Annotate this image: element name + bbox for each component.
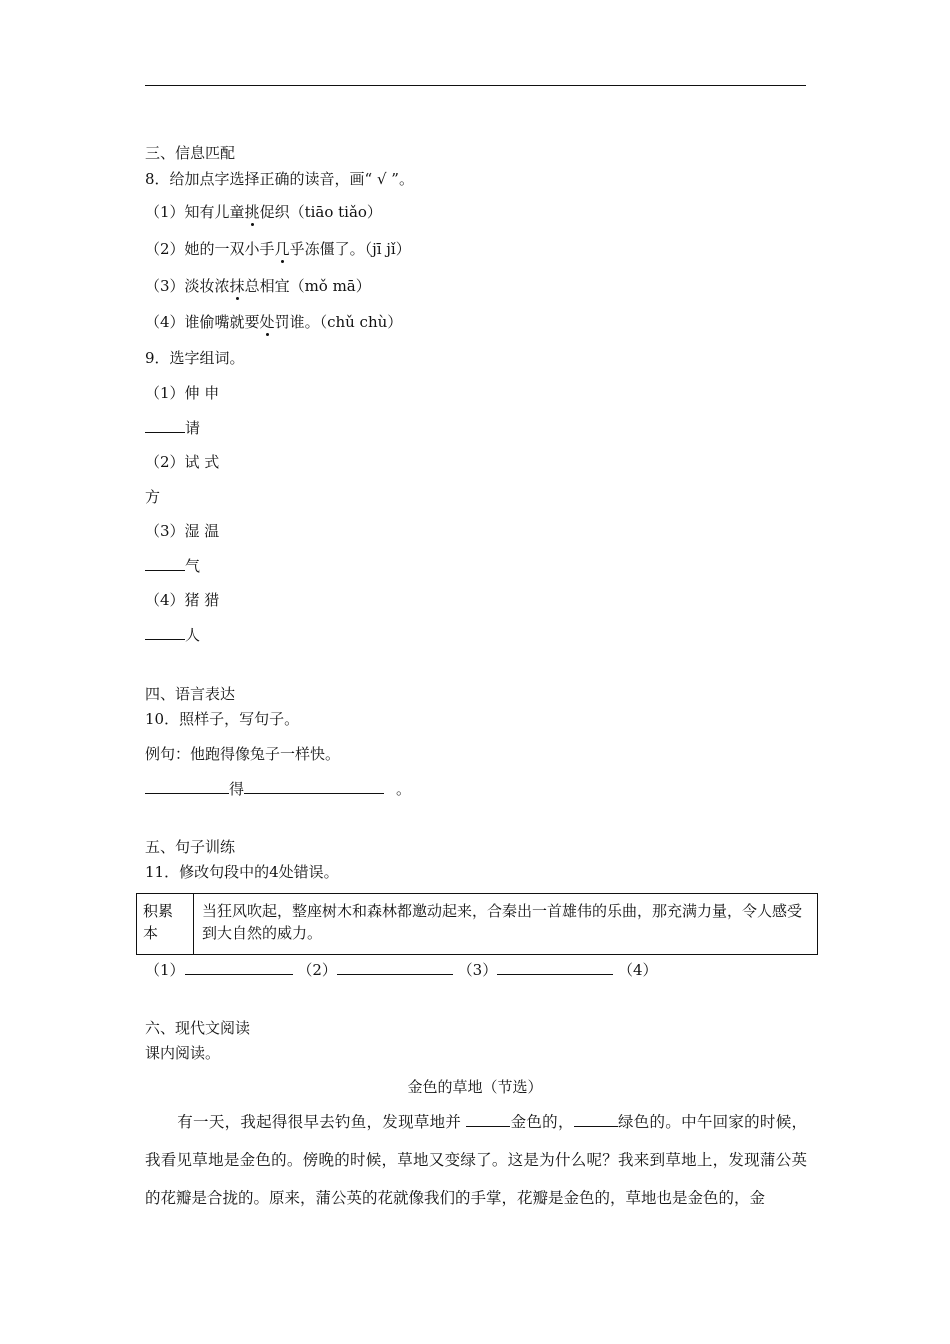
dotted-char: 挑 <box>244 203 260 221</box>
section-heading: 四、语言表达 <box>145 685 236 703</box>
answer-blank[interactable] <box>574 1112 618 1127</box>
question-11-title: 11．修改句段中的4处错误。 <box>145 863 339 881</box>
section-heading: 三、信息匹配 <box>145 144 236 162</box>
error-passage-table <box>136 893 818 955</box>
q9-item-3-chars: （3）湿 温 <box>145 522 220 540</box>
passage-paragraph: 有一天，我起得很早去钓鱼，发现草地并 金色的， 绿色的。中午回家的时候，我看见草地是金色的。傍晚的时候，草地又变绿了。这是为什么呢？我来到草地上，发现蒲公英的花瓣是合拢的。原来，蒲公英的花就像我们的手掌，花瓣是金色的，草地也是金色的，金 <box>145 1113 807 1207</box>
q10-answer-line: 得 。 <box>145 779 411 799</box>
answer-blank[interactable] <box>145 418 185 433</box>
answer-blank[interactable] <box>244 779 384 794</box>
dotted-char: 几 <box>274 240 290 258</box>
answer-blank[interactable] <box>145 556 185 571</box>
q9-item-3-answer: 气 <box>145 556 200 576</box>
question-8-title: 8．给加点字选择正确的读音，画“ √ ”。 <box>145 170 414 188</box>
dotted-char: 处 <box>259 313 275 331</box>
q9-item-4-answer: 人 <box>145 625 200 645</box>
question-9-title: 9．选字组词。 <box>145 349 245 367</box>
header-rule <box>145 85 806 86</box>
q8-item-4: （4）谁偷嘴就要处罚谁。（chǔ chù） <box>145 313 403 331</box>
q9-item-4-chars: （4）猪 猎 <box>145 591 220 609</box>
example-sentence: 例句：他跑得像兔子一样快。 <box>145 745 341 763</box>
q8-item-2: （2）她的一双小手几乎冻僵了。（jī jǐ） <box>145 240 411 258</box>
q11-answer-line: （1） （2） （3） （4） <box>145 961 658 979</box>
q9-item-2-answer: 方 <box>145 488 161 506</box>
dotted-char: 抹 <box>229 277 245 295</box>
table-text-cell: 当狂风吹起，整座树木和森林都邀动起来，合秦出一首雄伟的乐曲，那充满力量，令人感受到大自然的威力。 <box>194 894 818 955</box>
answer-blank[interactable] <box>497 960 613 975</box>
q8-item-3: （3）淡妆浓抹总相宜（mǒ mā） <box>145 277 371 295</box>
section-heading: 五、句子训练 <box>145 838 236 856</box>
passage-title: 金色的草地（节选） <box>407 1078 543 1096</box>
answer-blank[interactable] <box>337 960 453 975</box>
q9-item-2-chars: （2）试 式 <box>145 453 220 471</box>
table-header-cell: 积累本 <box>137 894 194 955</box>
q8-item-1: （1）知有儿童挑促织（tiāo tiǎo） <box>145 203 382 221</box>
q9-item-1-chars: （1）伸 申 <box>145 384 220 402</box>
q9-item-1-answer: 请 <box>145 418 200 438</box>
question-10-title: 10．照样子，写句子。 <box>145 710 300 728</box>
section-heading: 六、现代文阅读 <box>145 1019 251 1037</box>
answer-blank[interactable] <box>145 779 229 794</box>
answer-blank[interactable] <box>145 625 185 640</box>
answer-blank[interactable] <box>185 960 293 975</box>
answer-blank[interactable] <box>466 1112 510 1127</box>
reading-subheading: 课内阅读。 <box>145 1044 221 1062</box>
